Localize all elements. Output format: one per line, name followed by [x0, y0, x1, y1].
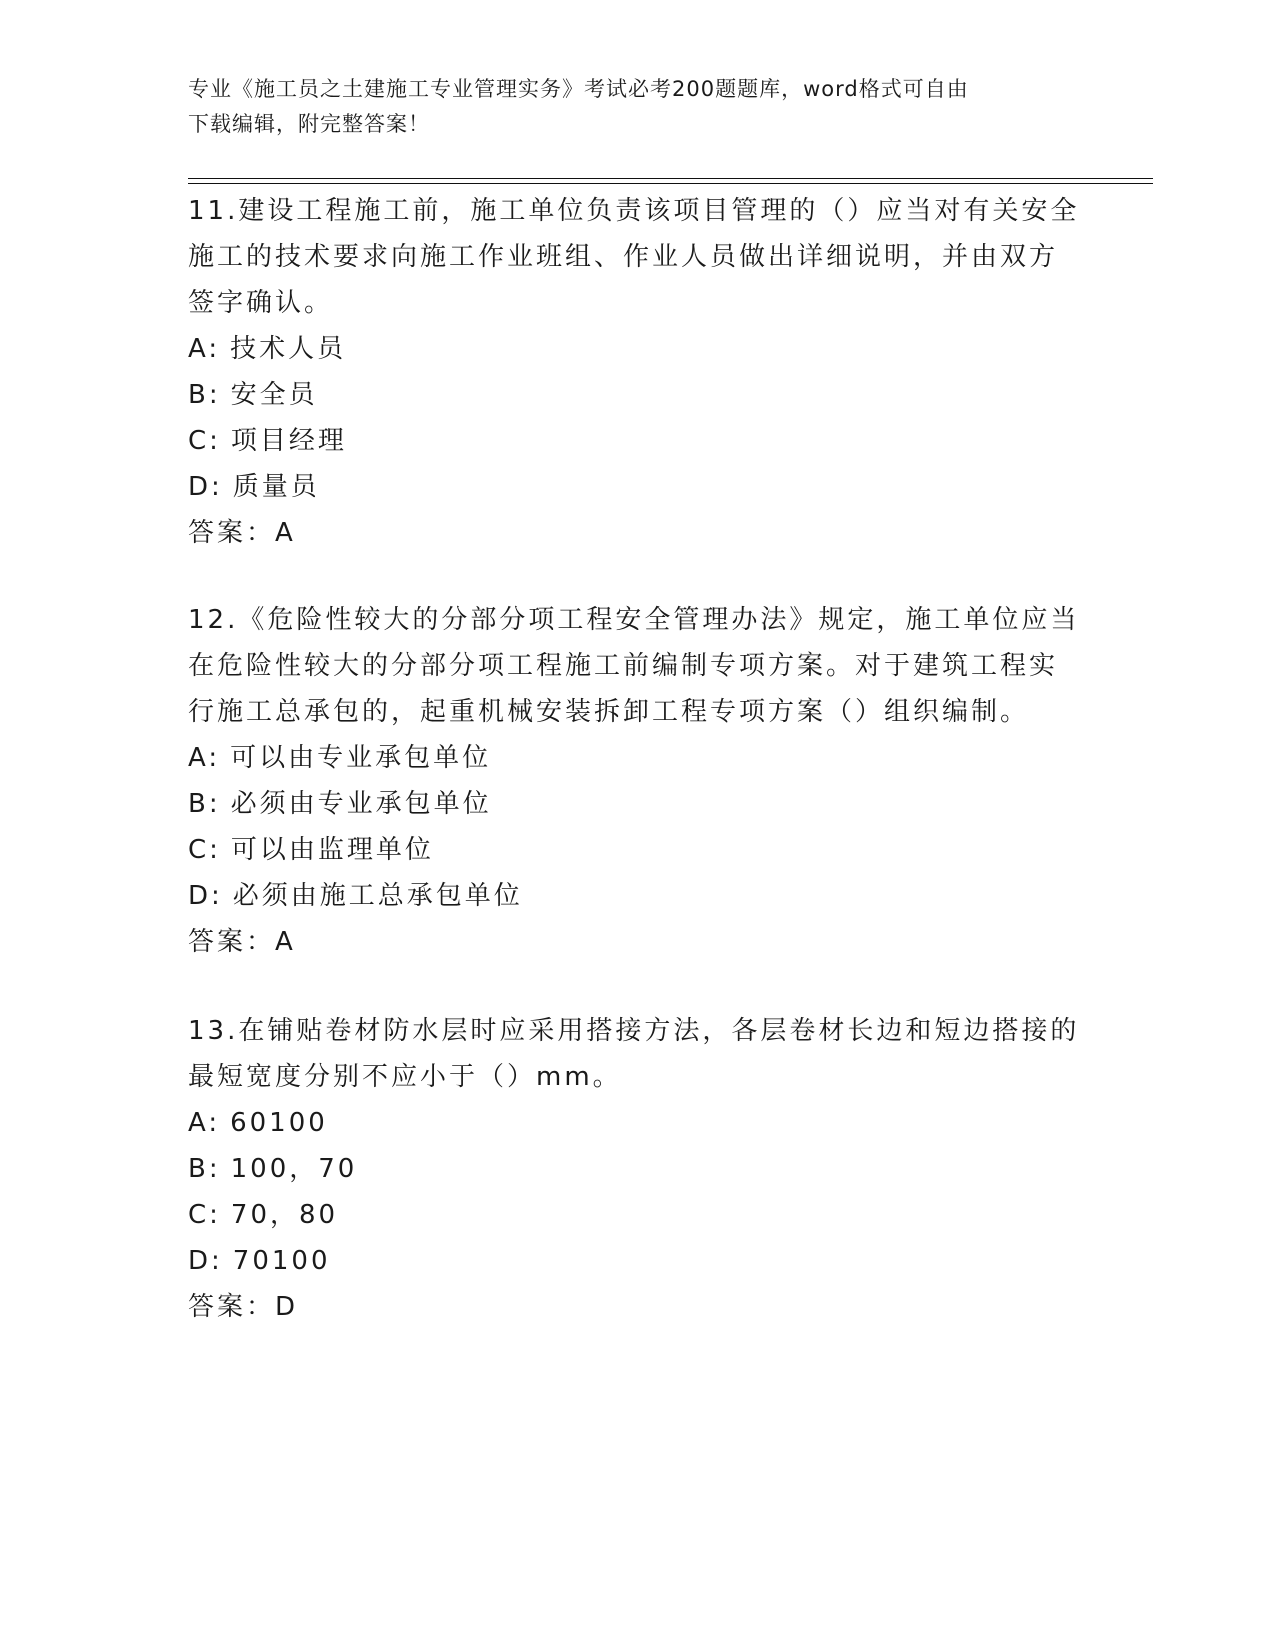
- option-text: 技术人员: [230, 334, 347, 364]
- option-text: 可以由监理单位: [230, 835, 434, 865]
- header-line-2: 下载编辑，附完整答案！: [188, 112, 430, 136]
- option-key: A:: [188, 743, 221, 773]
- option-a: [188, 1100, 1088, 1146]
- option-key: C:: [188, 1200, 221, 1230]
- option-text: 可以由专业承包单位: [230, 743, 492, 773]
- option-key: D:: [188, 472, 223, 502]
- option-key: D:: [188, 1246, 223, 1276]
- header-line-1: 专业《施工员之土建施工专业管理实务》考试必考200题题库，word格式可自由: [188, 77, 969, 101]
- option-text: 70100: [232, 1246, 331, 1276]
- option-key: D:: [188, 881, 223, 911]
- question-13: [188, 1008, 1088, 1330]
- option-text: 必须由施工总承包单位: [232, 881, 523, 911]
- question-stem-line: 最短宽度分别不应小于（）mm。: [188, 1062, 622, 1092]
- option-key: C:: [188, 426, 221, 456]
- question-stem-line: 签字确认。: [188, 288, 334, 318]
- option-text: 安全员: [230, 380, 318, 410]
- option-text: 质量员: [232, 472, 320, 502]
- option-key: B:: [188, 1154, 221, 1184]
- option-key: A:: [188, 334, 221, 364]
- option-a: [188, 735, 1088, 781]
- document-header: [188, 72, 1068, 142]
- option-key: B:: [188, 380, 221, 410]
- option-b: [188, 781, 1088, 827]
- option-text: 60100: [230, 1108, 328, 1138]
- option-text: 70，80: [230, 1200, 339, 1230]
- question-stem-line: 12.《危险性较大的分部分项工程安全管理办法》规定，施工单位应当: [188, 605, 1080, 635]
- answer-label: 答案：D: [188, 1292, 299, 1322]
- option-key: B:: [188, 789, 221, 819]
- question-12: [188, 597, 1088, 965]
- header-divider-top: [188, 178, 1153, 179]
- header-divider-bottom: [188, 183, 1153, 184]
- question-stem-line: 11.建设工程施工前，施工单位负责该项目管理的（）应当对有关安全: [188, 196, 1080, 226]
- question-stem-line: 施工的技术要求向施工作业班组、作业人员做出详细说明，并由双方: [188, 242, 1059, 272]
- option-b: [188, 372, 1088, 418]
- option-d: [188, 1238, 1088, 1284]
- option-key: A:: [188, 1108, 221, 1138]
- question-11: [188, 188, 1088, 556]
- question-stem-line: 在危险性较大的分部分项工程施工前编制专项方案。对于建筑工程实: [188, 651, 1059, 681]
- option-c: [188, 1192, 1088, 1238]
- answer-label: 答案：A: [188, 518, 296, 548]
- option-b: [188, 1146, 1088, 1192]
- option-c: [188, 827, 1088, 873]
- answer-label: 答案：A: [188, 927, 296, 957]
- option-text: 必须由专业承包单位: [230, 789, 492, 819]
- option-text: 项目经理: [230, 426, 347, 456]
- option-text: 100，70: [230, 1154, 358, 1184]
- option-c: [188, 418, 1088, 464]
- option-d: [188, 464, 1088, 510]
- question-stem-line: 行施工总承包的，起重机械安装拆卸工程专项方案（）组织编制。: [188, 697, 1030, 727]
- option-key: C:: [188, 835, 221, 865]
- option-a: [188, 326, 1088, 372]
- option-d: [188, 873, 1088, 919]
- question-stem-line: 13.在铺贴卷材防水层时应采用搭接方法，各层卷材长边和短边搭接的: [188, 1016, 1080, 1046]
